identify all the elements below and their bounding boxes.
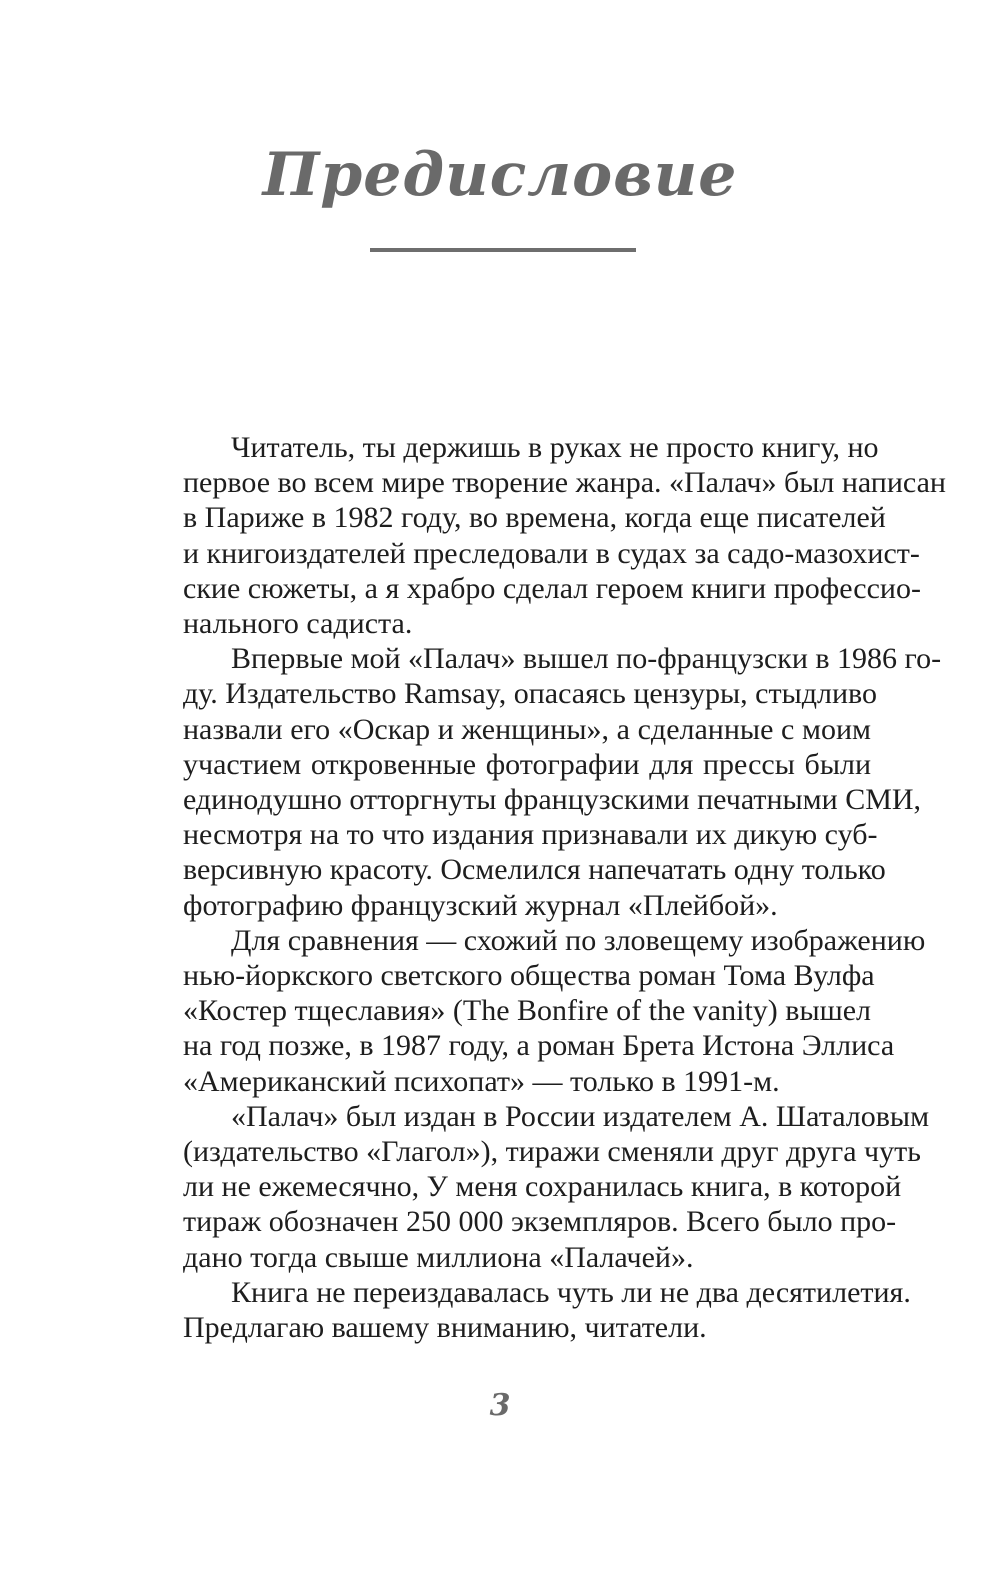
text-line: фотографию французский журнал «Плейбой». bbox=[183, 888, 778, 922]
title-divider bbox=[370, 248, 636, 252]
text-line: в Париже в 1982 году, во времена, когда еще писателей bbox=[183, 501, 886, 535]
text-line: единодушно отторгнуты французскими печатными СМИ, bbox=[183, 783, 922, 817]
text-line: первое во всем мире творение жанра. «Палач» был написан bbox=[183, 466, 946, 500]
text-line: нального садиста. bbox=[183, 607, 413, 641]
text-line: участием откровенные фотографии для прессы были bbox=[183, 747, 871, 781]
body-text bbox=[135, 430, 946, 1345]
paragraph bbox=[135, 641, 942, 923]
text-line: (издательство «Глагол»), тиражи сменяли друг друга чуть bbox=[183, 1135, 921, 1169]
text-line: ли не ежемесячно, У меня сохранилась книга, в которой bbox=[183, 1170, 902, 1204]
text-line: «Костер тщеславия» (The Bonfire of the vanity) вышел bbox=[183, 994, 871, 1028]
text-line: «Американский психопат» — только в 1991-м. bbox=[183, 1064, 780, 1098]
paragraph bbox=[135, 1099, 930, 1275]
text-line: на год позже, в 1987 году, а роман Брета Истона Эллиса bbox=[183, 1029, 895, 1063]
text-line: несмотря на то что издания признавали их дикую суб- bbox=[183, 818, 878, 852]
text-line: Книга не переиздавалась чуть ли не два десятилетия. bbox=[231, 1275, 911, 1309]
text-line: назвали его «Оскар и женщины», а сделанные с моим bbox=[183, 712, 871, 746]
text-line: «Палач» был издан в России издателем А. Шаталовым bbox=[231, 1099, 930, 1133]
text-line: нью-йоркского светского общества роман Тома Вулфа bbox=[183, 959, 875, 993]
text-line: тираж обозначен 250 000 экземпляров. Всего было про- bbox=[183, 1205, 897, 1239]
text-line: версивную красоту. Осмелился напечатать одну только bbox=[183, 853, 886, 887]
text-line: Предлагаю вашему вниманию, читатели. bbox=[183, 1311, 707, 1345]
text-line: Читатель, ты держишь в руках не просто книгу, но bbox=[231, 431, 879, 464]
paragraph bbox=[135, 430, 946, 641]
paragraph bbox=[135, 923, 926, 1099]
text-line: Для сравнения — схожий по зловещему изображению bbox=[231, 923, 926, 957]
text-line: ские сюжеты, а я храбро сделал героем книги профессио- bbox=[183, 571, 921, 605]
text-line: и книгоиздателей преследовали в судах за садо-мазохист- bbox=[183, 536, 920, 570]
paragraph bbox=[135, 1275, 911, 1345]
chapter-title: Предисловие bbox=[262, 140, 738, 210]
text-line: ду. Издательство Ramsay, опасаясь цензуры, стыдливо bbox=[183, 677, 877, 711]
page-number: 3 bbox=[489, 1388, 511, 1423]
text-line: дано тогда свыше миллиона «Палачей». bbox=[183, 1240, 694, 1274]
text-line: Впервые мой «Палач» вышел по-французски в 1986 го- bbox=[231, 642, 942, 676]
